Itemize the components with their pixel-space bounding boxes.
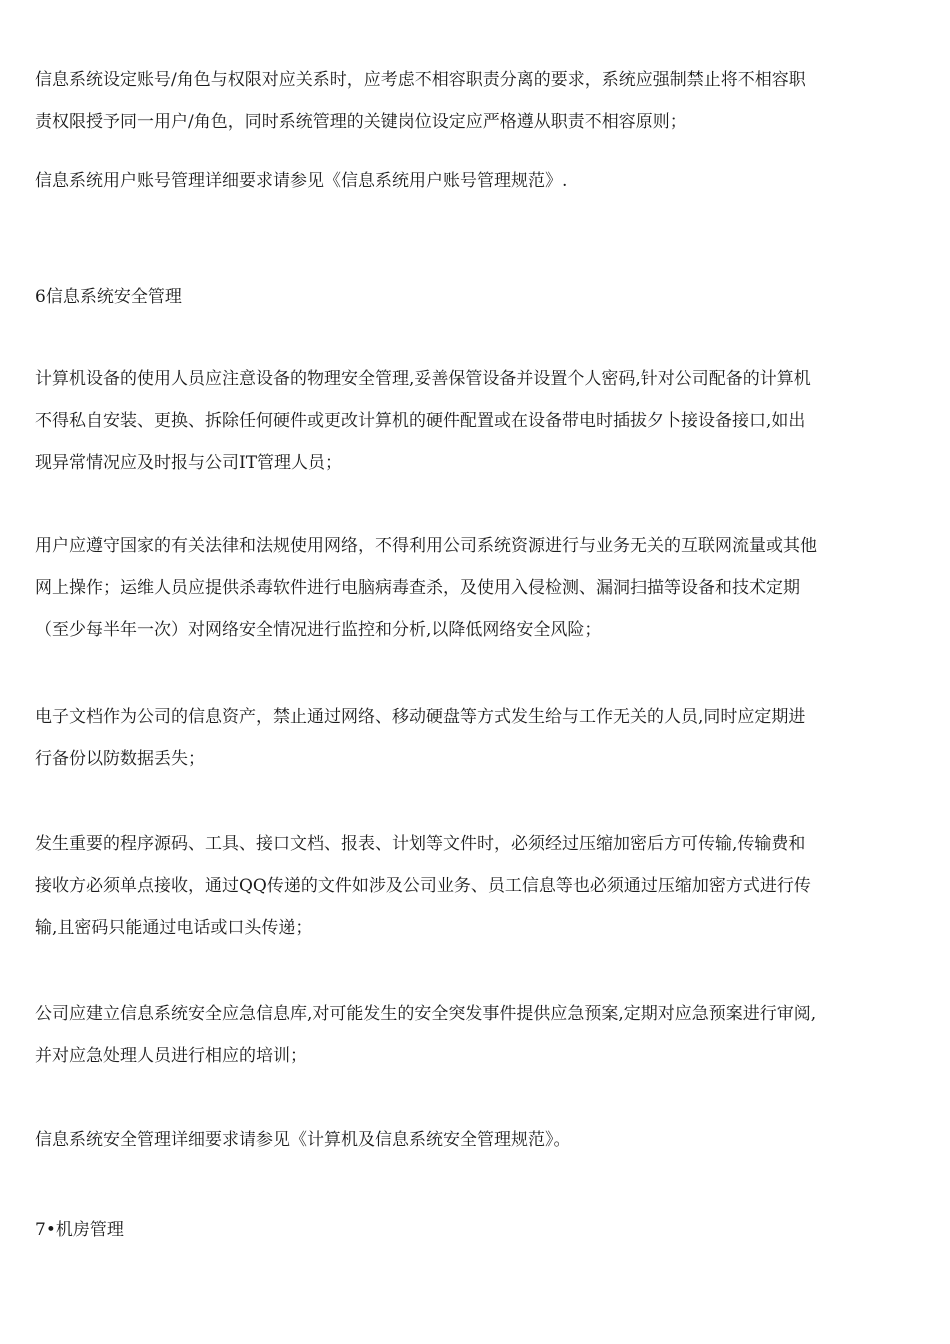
- text-line: 公司应建立信息系统安全应急信息库,对可能发生的安全突发事件提供应急预案,定期对应急预案进行审阅,: [35, 1004, 817, 1024]
- text-line: 不得私自安装、更换、拆除任何硬件或更改计算机的硬件配置或在设备带电时插拔夕卜接设备接口,如出: [35, 411, 806, 431]
- paragraph-account-role-separation: [35, 59, 925, 143]
- text-line: 接收方必须单点接收，通过QQ传递的文件如涉及公司业务、员工信息等也必须通过压缩加密方式进行传: [35, 876, 811, 896]
- paragraph-electronic-documents: [35, 696, 925, 780]
- text-line: 输,且密码只能通过电话或口头传递；: [35, 918, 313, 938]
- text-line: 计算机设备的使用人员应注意设备的物理安全管理,妥善保管设备并设置个人密码,针对公司配备的计算机: [35, 369, 811, 389]
- text-line: 责权限授予同一用户/角色，同时系统管理的关键岗位设定应严格遵从职责不相容原则；: [35, 112, 687, 132]
- text-line: 现异常情况应及时报与公司IT管理人员；: [35, 453, 343, 473]
- paragraph-file-transfer: [35, 823, 925, 949]
- paragraph-network-usage: [35, 525, 925, 651]
- text-line: 行备份以防数据丢失；: [35, 749, 205, 769]
- paragraph-emergency-response: [35, 993, 925, 1077]
- text-line: 信息系统设定账号/角色与权限对应关系时，应考虑不相容职责分离的要求，系统应强制禁止将不相容职: [35, 70, 806, 90]
- text-line: （至少每半年一次）对网络安全情况进行监控和分析,以降低网络安全风险；: [35, 620, 602, 640]
- section-heading-7: 7•机房管理: [35, 1220, 124, 1240]
- paragraph-physical-security: [35, 358, 925, 484]
- paragraph-security-management-reference: [35, 1119, 925, 1161]
- text-line: 电子文档作为公司的信息资产，禁止通过网络、移动硬盘等方式发生给与工作无关的人员,同时应定期进: [35, 707, 806, 727]
- text-line: 发生重要的程序源码、工具、接口文档、报表、计划等文件时，必须经过压缩加密后方可传输,传输费和: [35, 834, 806, 854]
- text-line: 网上操作；运维人员应提供杀毒软件进行电脑病毒查杀，及使用入侵检测、漏洞扫描等设备和技术定期: [35, 578, 800, 598]
- section-heading-6: 6信息系统安全管理: [35, 287, 182, 307]
- text-line: 信息系统用户账号管理详细要求请参见《信息系统用户账号管理规范》.: [35, 171, 568, 191]
- text-line: 并对应急处理人员进行相应的培训；: [35, 1046, 307, 1066]
- paragraph-account-management-reference: [35, 160, 925, 202]
- text-line: 信息系统安全管理详细要求请参见《计算机及信息系统安全管理规范》。: [35, 1130, 571, 1150]
- text-line: 用户应遵守国家的有关法律和法规使用网络，不得利用公司系统资源进行与业务无关的互联网流量或其他: [35, 536, 817, 556]
